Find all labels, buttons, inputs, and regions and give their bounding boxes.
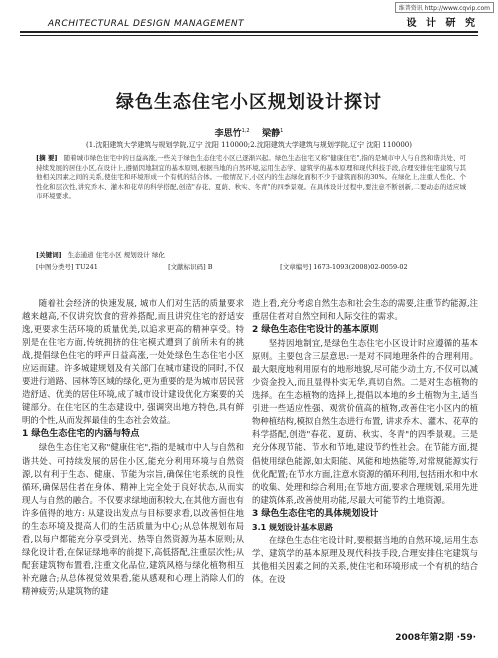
author-line [0, 126, 498, 139]
source-watermark: 维普资讯 http://www.cqvip.com [395, 2, 494, 13]
section-name: 设 计 研 究 [406, 18, 478, 29]
continued-paragraph: 造上看,充分考虑自然生态和社会生态的需要,注重节约能源,注重居住者对自然空间和人际交往的需求。 [252, 298, 478, 322]
classification-line [36, 262, 466, 271]
subsection-3-1-heading: 3.1 规划设计基本思路 [252, 522, 333, 532]
intro-paragraph: 随着社会经济的快速发展, 城市人们对生活的质量要求越来越高,不仅讲究饮食的营养搭配,而且讲究住宅的舒适安逸,更要求生活环境的质量优美,以追求更高的精神享受。特别是在住宅方面,传统拥挤的住宅模式遭到了前所未有的挑战,提倡绿色住宅的呼声日益高涨,一处处绿色生态住宅小区应运而建。许多城建规划及有关部门在城市建设的同时,不仅要进行道路、园林等区域的绿化,更为重要的是为城市居民营造舒适、优美的居住环境,成了城市设计建设优化方案要的关键部分。在住宅区的生态建设中, 强调突出地方特色,具有鲜明的个性,从而发挥最佳的生态社会效益。 [22, 298, 244, 426]
section-3-1-paragraph: 在绿色生态住宅设计时,要根据当地的自然环境,运用生态学、建筑学的基本原理及现代科技手段,合理安排住宅建筑与其他相关因素之间的关系,使住宅和环境形成一个有机的结合体。在设 [252, 534, 478, 584]
abstract-text: 随着城市绿色住宅中的日益高涨,一些关于绿色生态住宅小区已逐渐兴起。绿色生态住宅又称"健康住宅",指的是城市中人与自然和谐共处、可持续发展的居住小区,在设计上,遵循因地制宜的基本原则,根据当地的自然环境,运用生态学、建筑学的基本原理和现代科技手段,合理安排住宅建筑与其他相关因素之间的关系,使住宅和环境形成一个有机的结合体。一般情况下,小区内的生态绿化面积不少于建筑面积的30%。在绿化上,注重人性化、个性化和层次性,讲究乔木、灌木和花草的科学搭配,创造"春花、夏荫、秋实、冬青"的四季景观。在具体设计过程中,要注意不断创新,二要动态的适应城市环境要求。 [36, 154, 466, 200]
article-number: [文章编号] 1673-1093(2008)02-0059-02 [280, 263, 408, 271]
abstract-block [36, 154, 466, 202]
author-1-affil-mark: 1,2 [241, 128, 250, 134]
section-1-heading: 1 绿色生态住宅的内涵与特点 [22, 429, 140, 440]
section-2-heading: 2 绿色生态住宅设计的基本原则 [252, 325, 379, 336]
header-rule-thin [20, 35, 478, 36]
body-column-right [252, 297, 478, 586]
keywords: 生态通道 住宅小区 规划设计 绿化 [67, 251, 165, 259]
affiliation: (1.沈阳建筑大学建筑与规划学院,辽宁 沈阳 110000;2.沈阳建筑大学建筑与规划学院,辽宁 沈阳 110000) [86, 141, 412, 149]
keywords-label: [关键词] [36, 251, 62, 259]
section-3-heading: 3 绿色生态住宅的具体规划设计 [252, 508, 379, 519]
paper-title: 绿色生态住宅小区规划设计探讨 [116, 92, 382, 113]
header-rule-thick [20, 31, 478, 33]
journal-name: ARCHITECTURAL DESIGN MANAGEMENT [48, 19, 245, 29]
body-column-left [22, 297, 244, 598]
keywords-line [36, 250, 466, 259]
section-2-paragraph: 坚持因地制宜,是绿色生态住宅小区设计时应遵循的基本原则。主要包含三层意思:一是对不同地理条件的合理利用。最大限度地利用原有的地形地貌,尽可能少动土方,不仅可以减少资金投入,而且显得朴实无华,真切自然。二是对生态植物的选择。在生态植物的选择上,提倡以本地的乡土植物为主,适当引进一些适应性强、观赏价值高的植物,改善住宅小区内的植物种植结构,模拟自然生态进行布置, 讲求乔木、灌木、花草的科学搭配,创造"春花、夏荫、秋实、冬青"的四季景观。三是充分体现节能、节水和节地,建设节约性社会。在节能方面,提倡使用绿色能源,如太阳能、风能和地热能等,对常规能源实行优化配置;在节水方面,注意水资源的循环利用,包括雨水和中水的收集、处理和综合利用;在节地方面,要求合理规划,采用先进的建筑体系,改善使用功能,尽最大可能节约土地资源。 [252, 338, 478, 505]
clc-number: [中图分类号] TU241 [36, 263, 98, 271]
running-header [20, 12, 478, 29]
abstract-label: [摘 要] [36, 154, 58, 162]
section-1-paragraph: 绿色生态住宅又称"健康住宅",指的是城市中人与自然和谐共处、可持续发展的居住小区,能充分利用环境与自然资源,以有利于生态、健康、节能为宗旨,确保住宅系统的良性循环,确保居住者在身体、精神上完全处于良好状态,从而实现人与自然的融合。不仅要求绿地面积较大,在其他方面也有许多值得的地方: 从建设出发点与目标要求看,以改善恒住地的生态环境及提高人们的生活质量为中心;从总体规划布局看,以每户都能充分享受到光、热等自然资源为基本原则;从绿化设计看,在保证绿地率的前提下,高低搭配,注重层次性;从配套建筑物布置看,注重文化品位,建筑风格与绿化植物相互补充融合;从总体视觉效果看,能从感观和心理上消除人们的精神疲劳;从建筑物的建 [22, 442, 244, 596]
author-2-affil-mark: 1 [280, 128, 284, 134]
page-footer: 2008年第2期 ·59· [395, 633, 476, 643]
author-1: 李思竹 [214, 129, 242, 139]
document-code: [文献标识码] B [168, 263, 213, 271]
author-2: 梁静 [262, 129, 281, 139]
